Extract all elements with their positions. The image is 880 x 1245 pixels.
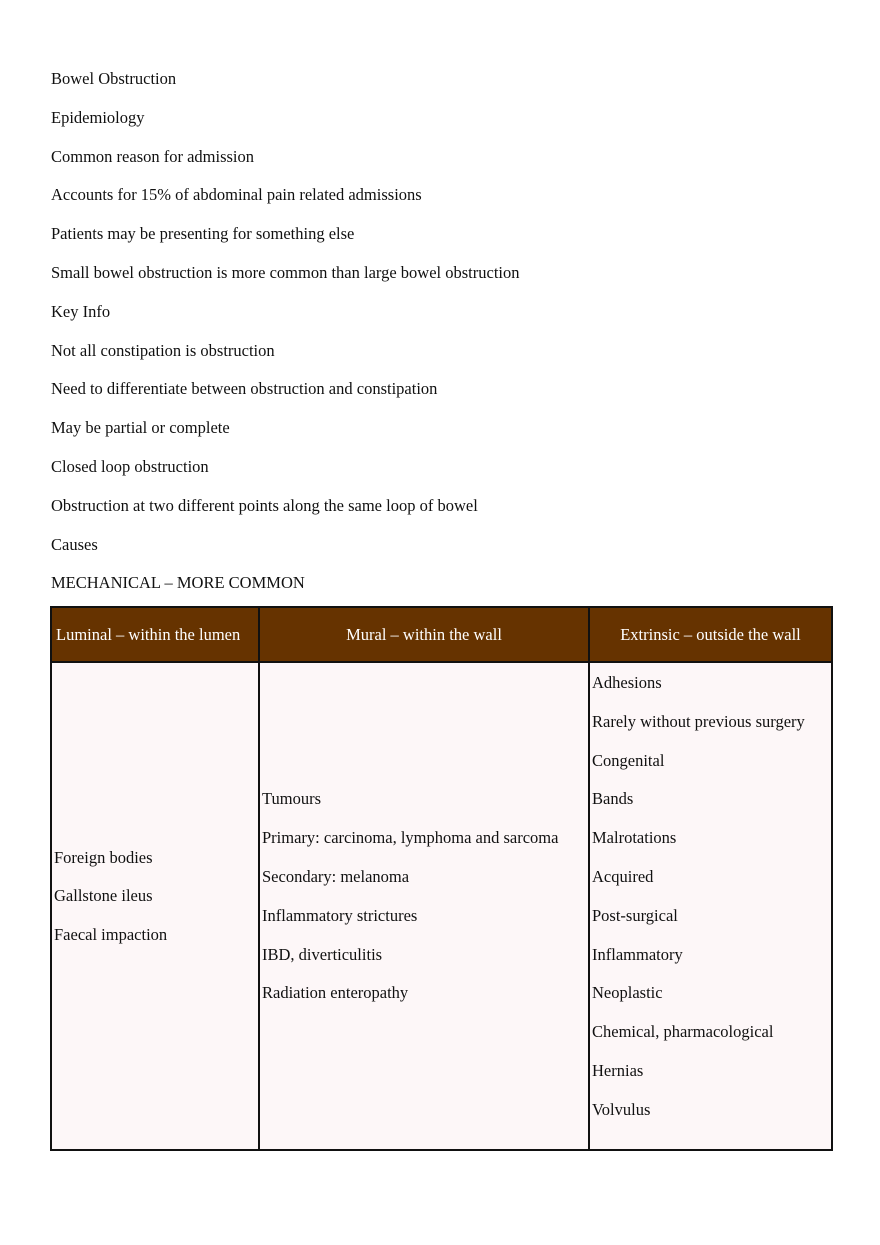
list-item: Tumours xyxy=(262,789,321,809)
list-item: Hernias xyxy=(592,1060,644,1080)
table-row xyxy=(51,662,832,1150)
section-heading: Epidemiology xyxy=(51,107,145,127)
list-item: Neoplastic xyxy=(592,983,663,1003)
list-item: Faecal impaction xyxy=(54,925,168,945)
section-heading: Key Info xyxy=(51,301,111,321)
paragraph: May be partial or complete xyxy=(51,418,230,438)
header-luminal: Luminal – within the lumen xyxy=(51,607,259,662)
document-body xyxy=(51,67,831,610)
list-item: Adhesions xyxy=(592,673,662,692)
list-item: Inflammatory xyxy=(592,944,683,964)
header-mural: Mural – within the wall xyxy=(259,607,589,662)
list-item: Post-surgical xyxy=(592,905,678,925)
document-title: Bowel Obstruction xyxy=(51,69,177,88)
paragraph: Common reason for admission xyxy=(51,146,255,166)
list-item: Chemical, pharmacological xyxy=(592,1022,774,1042)
paragraph: Obstruction at two different points along the same loop of bowel xyxy=(51,495,478,515)
list-item: Gallstone ileus xyxy=(54,886,153,906)
extrinsic-cell xyxy=(589,662,832,1150)
list-item: IBD, diverticulitis xyxy=(262,944,383,964)
list-item: Secondary: melanoma xyxy=(262,866,410,886)
causes-table xyxy=(50,606,833,1151)
header-extrinsic: Extrinsic – outside the wall xyxy=(589,607,832,662)
list-item: Congenital xyxy=(592,750,665,770)
paragraph: Accounts for 15% of abdominal pain related admissions xyxy=(51,185,422,205)
list-item: Foreign bodies xyxy=(54,847,153,867)
list-item: Acquired xyxy=(592,866,654,886)
list-item: Bands xyxy=(592,789,634,809)
paragraph: Patients may be presenting for something else xyxy=(51,224,355,244)
list-item: Rarely without previous surgery xyxy=(592,711,805,731)
list-item: Radiation enteropathy xyxy=(262,983,409,1003)
table-header-row xyxy=(51,607,832,662)
luminal-cell xyxy=(51,662,259,1150)
paragraph: Small bowel obstruction is more common than large bowel obstruction xyxy=(51,262,520,282)
paragraph: Closed loop obstruction xyxy=(51,456,209,476)
table-caption: MECHANICAL – MORE COMMON xyxy=(51,573,305,593)
mural-cell xyxy=(259,662,589,1150)
list-item: Malrotations xyxy=(592,828,677,848)
list-item: Primary: carcinoma, lymphoma and sarcoma xyxy=(262,828,559,848)
section-heading: Causes xyxy=(51,534,98,554)
list-item: Inflammatory strictures xyxy=(262,905,418,925)
list-item: Volvulus xyxy=(592,1099,651,1119)
paragraph: Need to differentiate between obstruction and constipation xyxy=(51,379,438,399)
paragraph: Not all constipation is obstruction xyxy=(51,340,275,360)
